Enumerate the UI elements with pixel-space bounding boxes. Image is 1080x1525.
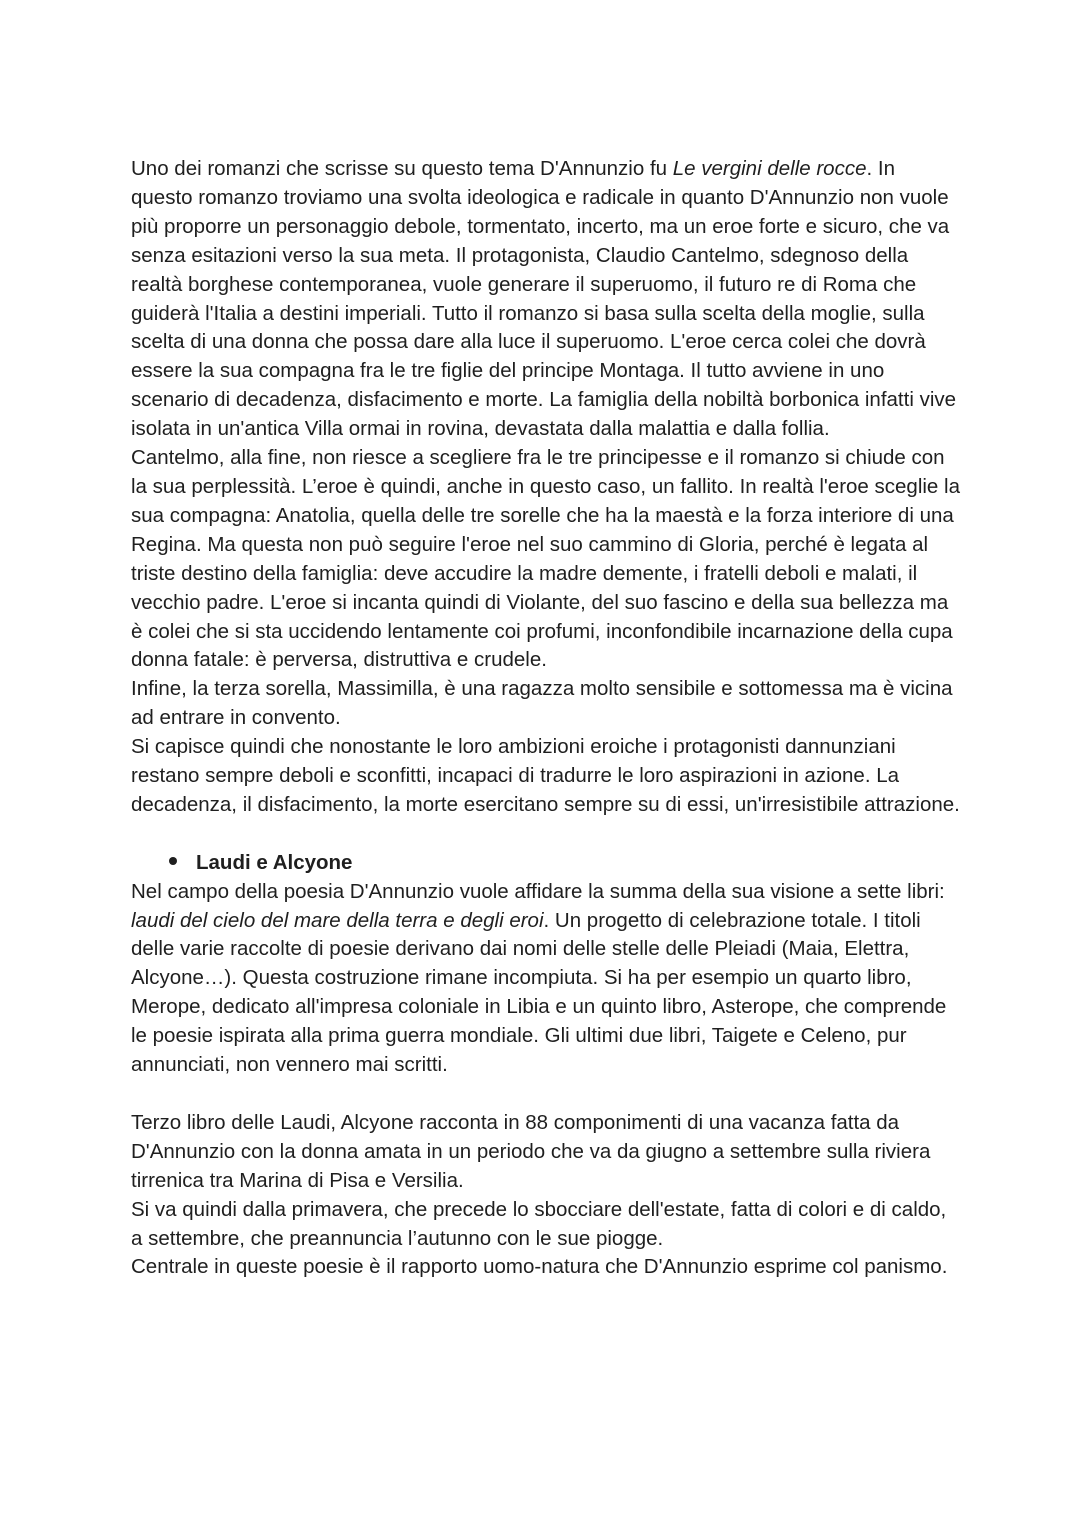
paragraph-text: Nel campo della poesia D'Annunzio vuole affidare la summa della sua visione a sette libri:: [131, 879, 945, 903]
italic-phrase: laudi del cielo del mare della terra e degli eroi: [131, 908, 544, 932]
document-page: [131, 155, 961, 1282]
paragraph-text: . Un progetto di celebrazione totale. I titoli delle varie raccolte di poesie derivano dai nomi delle stelle delle Pleiadi (Maia, Elettra, Alcyone…). Questa costruzione rimane incompiuta. Si ha per esempio un quarto libro, Merope, dedicato all'impresa coloniale in Libia e un quinto libro, Asterope, che comprende le poesie ispirata alla prima guerra mondiale. Gli ultimi due libri, Taigete e Celeno, pur annunciati, non vennero mai scritti.: [131, 908, 947, 1077]
paragraph-panismo: Centrale in queste poesie è il rapporto uomo-natura che D'Annunzio esprime col panismo.: [131, 1255, 948, 1279]
paragraph-vergini-delle-rocce: [131, 155, 961, 444]
paragraph-cantelmo: Cantelmo, alla fine, non riesce a scegliere fra le tre principesse e il romanzo si chiude con la sua perplessità. L’eroe è quindi, anche in questo caso, un fallito. In realtà l'eroe sceglie la sua compagna: Anatolia, quella delle tre sorelle che ha la maestà e la forza interiore di una Regina. Ma questa non può seguire l'eroe nel suo cammino di Gloria, perché è legata al triste destino della famiglia: deve accudire la madre demente, i fratelli deboli e malati, il vecchio padre. L'eroe si incanta quindi di Violante, del suo fascino e della sua bellezza ma è colei che si sta uccidendo lentamente coi profumi, inconfondibile incarnazione della cupa donna fatale: è perversa, distruttiva e crudele.: [131, 446, 960, 672]
section-heading-text: Laudi e Alcyone: [196, 850, 353, 874]
paragraph-spacer: [131, 1080, 961, 1109]
section-heading-laudi: [131, 849, 961, 878]
bullet-icon: [169, 857, 177, 865]
paragraph-text: Uno dei romanzi che scrisse su questo tema D'Annunzio fu: [131, 157, 673, 180]
paragraph-seasons: Si va quindi dalla primavera, che precede lo sbocciare dell'estate, fatta di colori e di caldo, a settembre, che preannuncia l’autunno con le sue piogge.: [131, 1197, 947, 1250]
paragraph-massimilla: Infine, la terza sorella, Massimilla, è una ragazza molto sensibile e sottomessa ma è vicina ad entrare in convento.: [131, 677, 953, 730]
paragraph-laudi: [131, 878, 961, 1080]
paragraph-text: . In questo romanzo troviamo una svolta ideologica e radicale in quanto D'Annunzio non vuole più proporre un personaggio debole, tormentato, incerto, ma un eroe forte e sicuro, che va senza esitazioni verso la sua meta. Il protagonista, Claudio Cantelmo, sdegnoso della realtà borghese contemporanea, vuole generare il superuomo, il futuro re di Roma che guiderà l'Italia a destini imperiali. Tutto il romanzo si basa sulla scelta della moglie, sulla scelta di una donna che possa dare alla luce il superuomo. L'eroe cerca colei che dovrà essere la sua compagna fra le tre figlie del principe Montaga. Il tutto avviene in uno scenario di decadenza, disfacimento e morte. La famiglia della nobiltà borbonica infatti vive isolata in un'antica Villa ormai in rovina, devastata dalla malattia e dalla follia.: [131, 157, 957, 441]
paragraph-conclusion: Si capisce quindi che nonostante le loro ambizioni eroiche i protagonisti dannunziani restano sempre deboli e sconfitti, incapaci di tradurre le loro aspirazioni in azione. La decadenza, il disfacimento, la morte esercitano sempre su di essi, un'irresistibile attrazione.: [131, 735, 960, 816]
book-title-italic: Le vergini delle rocce: [672, 157, 867, 180]
paragraph-alcyone: Terzo libro delle Laudi, Alcyone racconta in 88 componimenti di una vacanza fatta da D'Annunzio con la donna amata in un periodo che va da giugno a settembre sulla riviera tirrenica tra Marina di Pisa e Versilia.: [131, 1110, 931, 1192]
